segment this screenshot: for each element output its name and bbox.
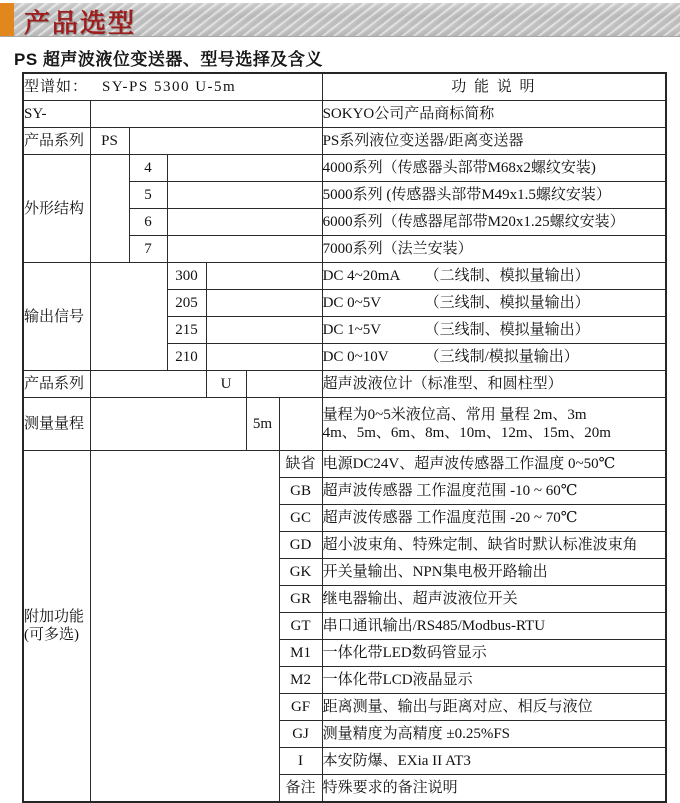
option-desc: 测量精度为高精度 ±0.25%FS (322, 721, 666, 748)
option-code: M1 (279, 640, 322, 667)
accent-bar (0, 3, 14, 36)
structure-desc: 7000系列（法兰安装） (322, 236, 666, 263)
option-code: GC (279, 505, 322, 532)
option-code: 缺省 (279, 451, 322, 478)
option-desc: 一体化带LCD液晶显示 (322, 667, 666, 694)
output-note: （三线制、模拟量输出） (424, 322, 590, 338)
option-code: GD (279, 532, 322, 559)
output-desc (322, 263, 666, 290)
empty-cell (129, 128, 322, 155)
output-desc (322, 290, 666, 317)
model-example-cell (23, 73, 322, 101)
output-row (23, 263, 666, 290)
option-code: GT (279, 613, 322, 640)
option-desc: 距离测量、输出与距离对应、相反与液位 (322, 694, 666, 721)
product-desc: 超声波液位计（标准型、和圆柱型） (322, 371, 666, 398)
empty-cell (206, 263, 322, 290)
output-code: 205 (167, 290, 206, 317)
structure-label: 外形结构 (23, 155, 90, 263)
structure-desc: 4000系列（传感器头部带M68x2螺纹安装) (322, 155, 666, 182)
model-example-label: 型谱如： (24, 79, 89, 95)
empty-cell (167, 236, 322, 263)
series-row (23, 128, 666, 155)
range-row (23, 398, 666, 451)
option-code: GF (279, 694, 322, 721)
option-code: M2 (279, 667, 322, 694)
option-desc: 电源DC24V、超声波传感器工作温度 0~50℃ (322, 451, 666, 478)
empty-cell (167, 182, 322, 209)
output-label: 输出信号 (23, 263, 90, 371)
output-note: （三线制、模拟量输出） (424, 295, 590, 311)
brand-desc: SOKYO公司产品商标简称 (322, 101, 666, 128)
model-selection-table (22, 72, 667, 803)
empty-cell (90, 398, 246, 451)
empty-cell (246, 371, 322, 398)
structure-desc: 5000系列 (传感器头部带M49x1.5螺纹安装） (322, 182, 666, 209)
structure-desc: 6000系列（传感器尾部带M20x1.25螺纹安装） (322, 209, 666, 236)
option-desc: 开关量输出、NPN集电极开路输出 (322, 559, 666, 586)
option-desc: 串口通讯输出/RS485/Modbus-RTU (322, 613, 666, 640)
empty-cell (279, 398, 322, 451)
option-desc: 一体化带LED数码管显示 (322, 640, 666, 667)
section-subtitle: PS 超声波液位变送器、型号选择及含义 (14, 50, 323, 69)
option-code: GJ (279, 721, 322, 748)
output-value: DC 1~5V (322, 322, 382, 338)
output-note: （二线制、模拟量输出） (424, 268, 590, 284)
structure-code: 6 (129, 209, 167, 236)
structure-code: 5 (129, 182, 167, 209)
output-code: 215 (167, 317, 206, 344)
output-desc (322, 344, 666, 371)
output-code: 300 (167, 263, 206, 290)
product-label: 产品系列 (23, 371, 90, 398)
option-code: 备注 (279, 775, 322, 803)
empty-cell (90, 155, 129, 263)
function-header-cell: 功 能 说 明 (322, 73, 666, 101)
option-desc: 本安防爆、EXia II AT3 (322, 748, 666, 775)
empty-cell (90, 371, 206, 398)
range-desc (322, 398, 666, 451)
option-desc: 超小波束角、特殊定制、缺省时默认标准波束角 (322, 532, 666, 559)
range-code: 5m (246, 398, 279, 451)
range-desc-line2: 4m、5m、6m、8m、10m、12m、15m、20m (322, 425, 611, 441)
structure-row (23, 155, 666, 182)
empty-cell (90, 451, 279, 803)
empty-cell (90, 101, 322, 128)
option-code: GB (279, 478, 322, 505)
empty-cell (206, 317, 322, 344)
option-desc: 特殊要求的备注说明 (322, 775, 666, 803)
empty-cell (90, 263, 167, 371)
option-code: I (279, 748, 322, 775)
page-banner (0, 3, 680, 37)
structure-code: 4 (129, 155, 167, 182)
output-desc (322, 317, 666, 344)
option-code: GK (279, 559, 322, 586)
output-value: DC 4~20mA (322, 268, 401, 284)
options-label-line2: (可多选) (24, 627, 79, 643)
empty-cell (206, 290, 322, 317)
empty-cell (167, 155, 322, 182)
output-value: DC 0~5V (322, 295, 382, 311)
series-desc: PS系列液位变送器/距离变送器 (322, 128, 666, 155)
product-code: U (206, 371, 246, 398)
output-note: （三线制/模拟量输出） (424, 349, 579, 365)
option-code: GR (279, 586, 322, 613)
empty-cell (167, 209, 322, 236)
options-label-line1: 附加功能 (24, 609, 85, 625)
option-row (23, 451, 666, 478)
empty-cell (206, 344, 322, 371)
option-desc: 超声波传感器 工作温度范围 -10 ~ 60℃ (322, 478, 666, 505)
table-header-row (23, 73, 666, 101)
page-title: 产品选型 (24, 8, 137, 38)
product-row (23, 371, 666, 398)
series-label: 产品系列 (23, 128, 90, 155)
brand-row (23, 101, 666, 128)
structure-code: 7 (129, 236, 167, 263)
model-example-value: SY-PS 5300 U-5m (102, 79, 237, 95)
option-desc: 超声波传感器 工作温度范围 -20 ~ 70℃ (322, 505, 666, 532)
series-code: PS (90, 128, 129, 155)
options-label (23, 451, 90, 803)
range-label: 测量量程 (23, 398, 90, 451)
brand-label: SY- (23, 101, 90, 128)
output-code: 210 (167, 344, 206, 371)
output-value: DC 0~10V (322, 349, 389, 365)
range-desc-line1: 量程为0~5米液位高、常用 量程 2m、3m (322, 407, 587, 423)
option-desc: 继电器输出、超声波液位开关 (322, 586, 666, 613)
